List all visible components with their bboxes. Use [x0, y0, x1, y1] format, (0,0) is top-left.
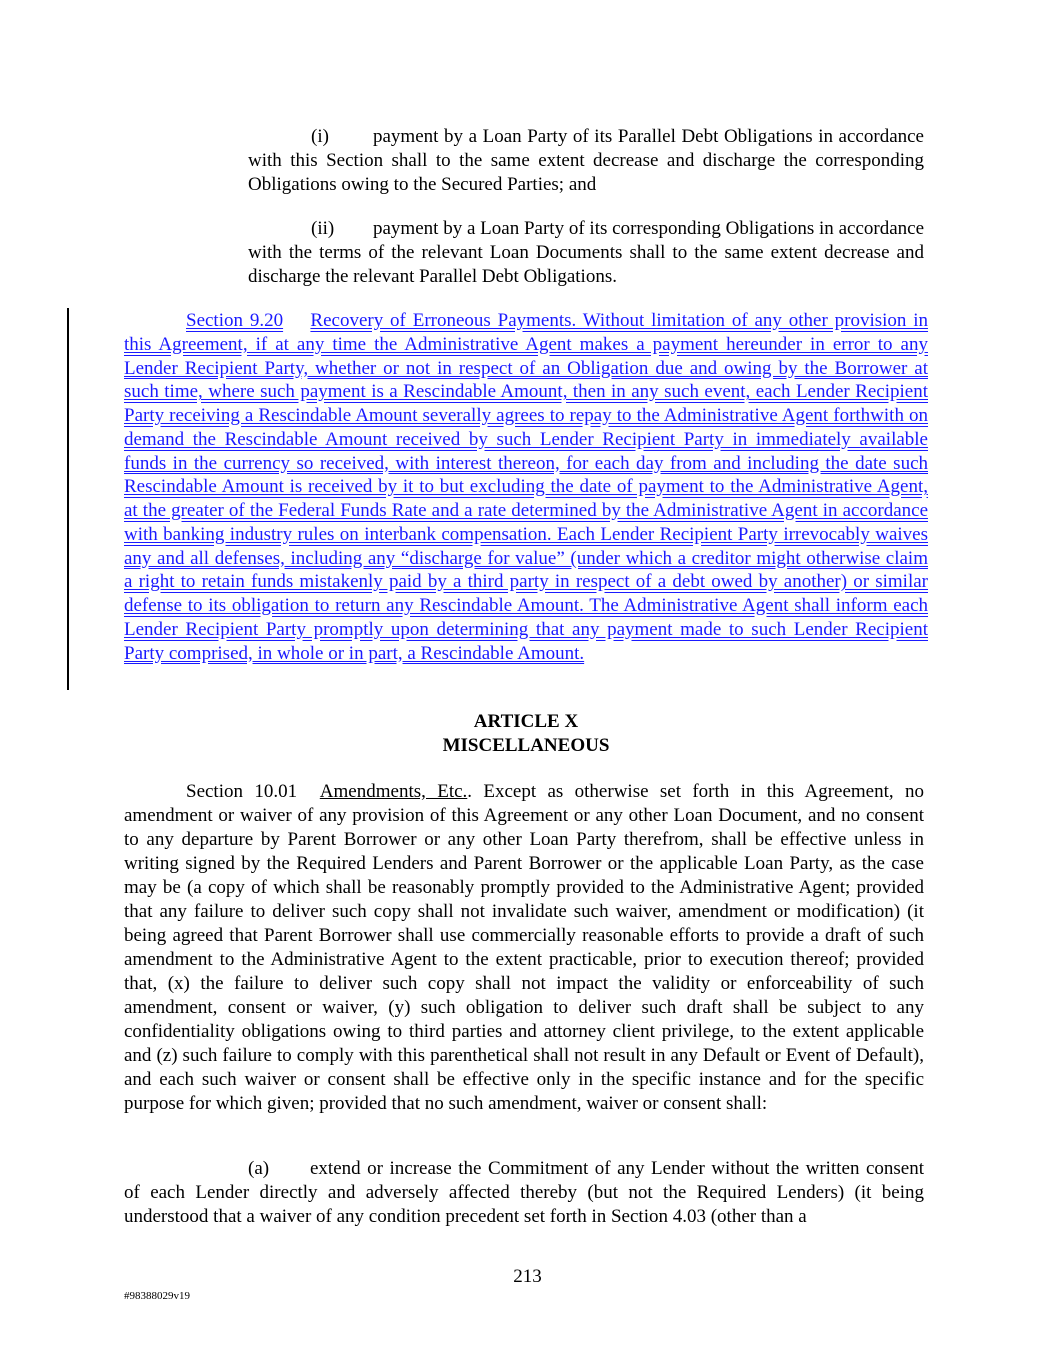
- item-a-text: extend or increase the Commitment of any Lender without the written consent of each Lender directly and adversely affected thereby (but not the Required Lenders) (it being understood that a waiver of any condition precedent set forth in Section 4.03 (other than a: [124, 1158, 924, 1227]
- section-9-20-number: Section 9.20: [186, 310, 284, 331]
- article-title: MISCELLANEOUS: [442, 735, 610, 756]
- section-9-20-inserted: [124, 309, 928, 665]
- item-a: [124, 1157, 924, 1229]
- section-10-01-text: . Except as otherwise set forth in this Agreement, no amendment or waiver of any provision of this Agreement or any other Loan Document, and no consent to any departure by Parent Borrower or any other Loan Party therefrom, shall be effective unless in writing signed by the Required Lenders and Parent Borrower or the applicable Loan Party, as the case may be (a copy of which shall be reasonably promptly provided to the Administrative Agent; provided that any failure to deliver such copy shall not invalidate such waiver, amendment or modification) (it being agreed that Parent Borrower shall use commercially reasonable efforts to provide a draft of such amendment to the Administrative Agent to the extent practicable, prior to execution thereof; provided that, (x) the failure to deliver such copy shall not impact the validity or enforceability of such amendment, consent or waiver, (y) such obligation to deliver such draft shall be subject to any confidentiality obligations owing to third parties and attorney client privilege, to the extent applicable and (z) such failure to comply with this parenthetical shall not result in any Default or Event of Default), and each such waiver or consent shall be effective only in the specific instance and for the specific purpose for which given; provided that no such amendment, waiver or consent shall:: [124, 781, 924, 1114]
- item-a-label: (a): [248, 1158, 270, 1179]
- page-number: 213: [513, 1266, 542, 1287]
- paragraph-i-label: (i): [311, 126, 329, 147]
- revision-change-bar: [67, 308, 69, 690]
- section-10-01-heading: Amendments, Etc.: [319, 781, 468, 802]
- section-10-01: [124, 780, 924, 1116]
- paragraph-i-text: payment by a Loan Party of its Parallel Debt Obligations in accordance with this Section shall to the same extent decrease and discharge the corresponding Obligations owing to the Secured Parties; and: [248, 126, 924, 195]
- paragraph-ii: [248, 217, 924, 289]
- paragraph-ii-label: (ii): [311, 218, 335, 239]
- paragraph-i: [248, 125, 924, 197]
- paragraph-ii-text: payment by a Loan Party of its corresponding Obligations in accordance with the terms of the relevant Loan Documents shall to the same extent decrease and discharge the relevant Parallel Debt Obligations.: [248, 218, 924, 287]
- section-9-20-text: Recovery of Erroneous Payments. Without limitation of any other provision in this Agreement, if at any time the Administrative Agent makes a payment hereunder in error to any Lender Recipient Party, whether or not in respect of an Obligation due and owing by the Borrower at such time, where such payment is a Rescindable Amount, then in any such event, each Lender Recipient Party receiving a Rescindable Amount severally agrees to repay to the Administrative Agent forthwith on demand the Rescindable Amount received by such Lender Recipient Party in immediately available funds in the currency so received, with interest thereon, for each day from and including the date such Rescindable Amount is received by it to but excluding the date of payment to the Administrative Agent, at the greater of the Federal Funds Rate and a rate determined by the Administrative Agent in accordance with banking industry rules on interbank compensation. Each Lender Recipient Party irrevocably waives any and all defenses, including any “discharge for value” (under which a creditor might otherwise claim a right to retain funds mistakenly paid by a third party in respect of a debt owed by another) or similar defense to its obligation to return any Rescindable Amount. The Administrative Agent shall inform each Lender Recipient Party promptly upon determining that any payment made to such Lender Recipient Party comprised, in whole or in part, a Rescindable Amount.: [124, 310, 929, 664]
- article-number: ARTICLE X: [473, 711, 579, 732]
- section-10-01-number: Section 10.01: [186, 781, 298, 802]
- document-id: #98388029v19: [124, 1290, 190, 1302]
